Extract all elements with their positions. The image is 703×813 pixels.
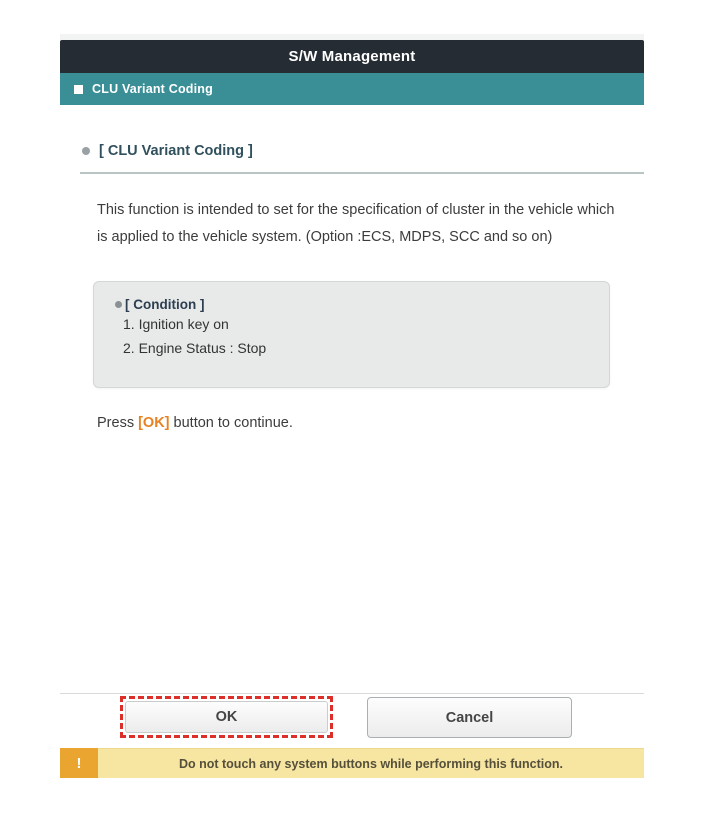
warning-message: Do not touch any system buttons while performing this function. [98, 748, 644, 778]
section-title: [ CLU Variant Coding ] [99, 143, 253, 159]
instruction-ok-highlight: [OK] [138, 415, 170, 431]
dialog-header [60, 40, 644, 73]
condition-item-1: 1. Ignition key on [123, 316, 229, 332]
warning-bar [60, 748, 644, 778]
dialog-title: S/W Management [288, 48, 416, 65]
condition-item-2: 2. Engine Status : Stop [123, 340, 267, 356]
bullet-icon [82, 147, 90, 155]
function-description [97, 197, 617, 251]
section-divider [80, 172, 644, 174]
instruction-suffix: button to continue. [169, 415, 293, 431]
description-line-1: This function is intended to set for the specification of cluster in the vehicle [97, 202, 574, 218]
warning-icon: ! [60, 748, 98, 778]
footer-divider [60, 693, 644, 694]
condition-bullet-icon [115, 301, 122, 308]
description-line-2: which is applied to the vehicle system. (Option :ECS, MDPS, SCC and so on) [97, 202, 615, 245]
square-bullet-icon [74, 85, 83, 94]
section-title-row [82, 143, 253, 159]
function-subheader-label: CLU Variant Coding [92, 82, 213, 96]
condition-box [93, 281, 610, 388]
press-ok-instruction [97, 415, 293, 431]
ok-button-highlight [120, 696, 333, 738]
instruction-prefix: Press [97, 415, 139, 431]
condition-title: [ Condition ] [125, 297, 205, 312]
function-subheader [60, 73, 644, 105]
cancel-button[interactable]: Cancel [367, 697, 572, 738]
ok-button[interactable]: OK [125, 701, 328, 733]
condition-title-row [115, 297, 609, 312]
